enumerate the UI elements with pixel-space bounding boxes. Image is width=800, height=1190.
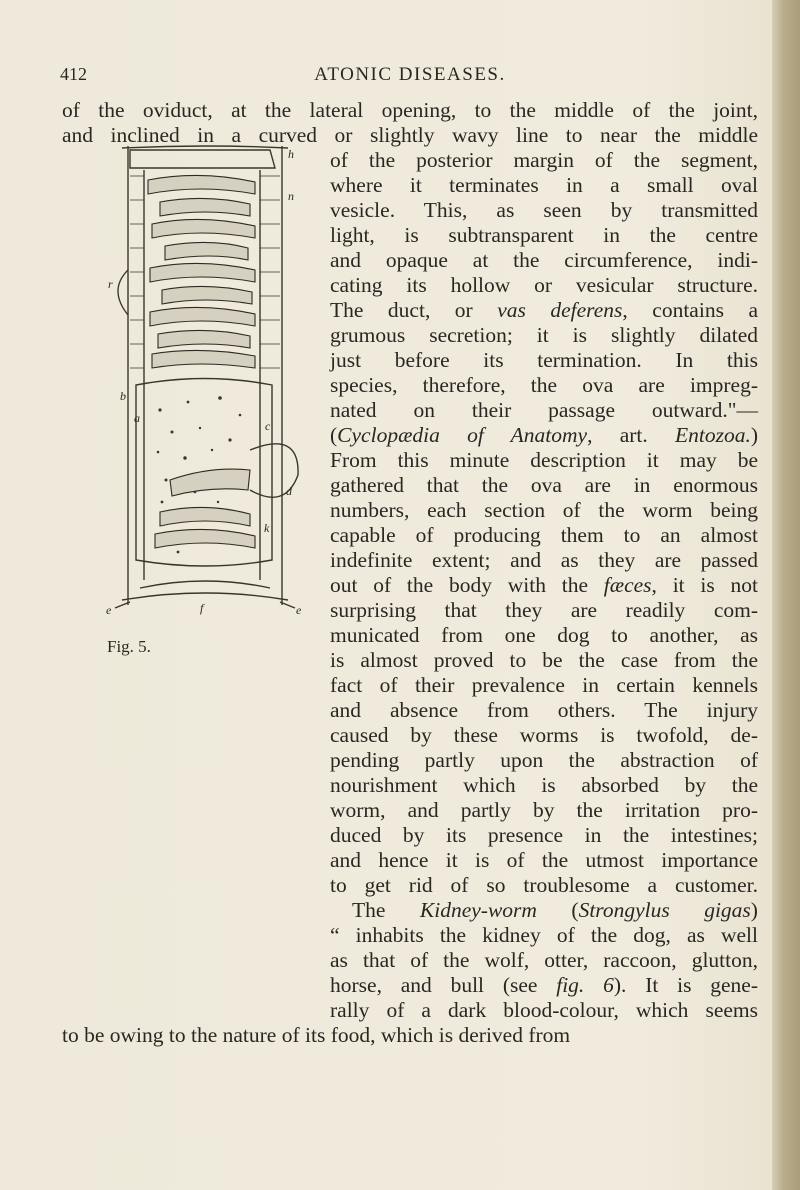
text-line: municated from one dog to another, as	[330, 623, 758, 647]
figure-label: f	[200, 601, 204, 615]
text-line: The Kidney-worm (Strongylus gigas)	[352, 898, 758, 922]
text-line: duced by its presence in the intestines;	[330, 823, 758, 847]
text-line: of the posterior margin of the segment,	[330, 148, 758, 172]
page-header	[60, 64, 760, 88]
text-line: to be owing to the nature of its food, which is derived from	[62, 1023, 571, 1047]
text-line: light, is subtransparent in the centre	[330, 223, 758, 247]
text-line: numbers, each section of the worm being	[330, 498, 758, 522]
running-head: ATONIC DISEASES.	[314, 64, 506, 85]
text-line: The duct, or vas deferens, contains a	[330, 298, 758, 322]
text-line: cating its hollow or vesicular structure.	[330, 273, 758, 297]
figure-label: a	[134, 411, 140, 425]
text-line: pending partly upon the abstraction of	[330, 748, 758, 772]
text-line: as that of the wolf, otter, raccoon, glutton,	[330, 948, 758, 972]
text-line: is almost proved to be the case from the	[330, 648, 758, 672]
text-line: and hence it is of the utmost importance	[330, 848, 758, 872]
text-line: capable of producing them to an almost	[330, 523, 758, 547]
text-line: “ inhabits the kidney of the dog, as well	[330, 923, 758, 947]
figure-label: k	[264, 521, 270, 535]
text-line: nourishment which is absorbed by the	[330, 773, 758, 797]
text-line: horse, and bull (see fig. 6). It is gene-	[330, 973, 758, 997]
text-line: of the oviduct, at the lateral opening, to the middle of the joint,	[62, 98, 758, 122]
page-gutter-shadow	[772, 0, 800, 1190]
text-line: nated on their passage outward."—	[330, 398, 758, 422]
page-number: 412	[60, 64, 87, 84]
text-line: fact of their prevalence in certain kennels	[330, 673, 758, 697]
text-line: (Cyclopædia of Anatomy, art. Entozoa.)	[330, 423, 758, 447]
text-line: and absence from others. The injury	[330, 698, 758, 722]
figure-label: h	[288, 147, 294, 161]
text-line: to get rid of so troublesome a customer.	[330, 873, 758, 897]
text-line: gathered that the ova are in enormous	[330, 473, 758, 497]
figure-label: e	[296, 603, 302, 615]
text-line: species, therefore, the ova are impreg-	[330, 373, 758, 397]
figure-kidney-worm-segment	[100, 140, 305, 615]
text-line: and opaque at the circumference, indi-	[330, 248, 758, 272]
text-line: out of the body with the fæces, it is not	[330, 573, 758, 597]
figure-label: e	[106, 603, 112, 615]
figure-label: n	[288, 189, 294, 203]
text-line: indefinite extent; and as they are passed	[330, 548, 758, 572]
text-line: rally of a dark blood-colour, which seems	[330, 998, 758, 1022]
text-line: From this minute description it may be	[330, 448, 758, 472]
figure-caption: Fig. 5.	[107, 637, 151, 656]
figure-label: d	[286, 484, 292, 498]
text-line: where it terminates in a small oval	[330, 173, 758, 197]
figure-label: b	[120, 389, 126, 403]
text-line: and inclined in a curved or slightly wavy line to near the middle	[62, 123, 758, 147]
text-line: vesicle. This, as seen by transmitted	[330, 198, 758, 222]
text-line: surprising that they are readily com-	[330, 598, 758, 622]
figure-label: r	[108, 277, 113, 291]
text-line: worm, and partly by the irritation pro-	[330, 798, 758, 822]
text-line: caused by these worms is twofold, de-	[330, 723, 758, 747]
figure-label: c	[265, 419, 271, 433]
worm-segment-illustration	[100, 140, 305, 615]
text-line: grumous secretion; it is slightly dilated	[330, 323, 758, 347]
text-line: just before its termination. In this	[330, 348, 758, 372]
